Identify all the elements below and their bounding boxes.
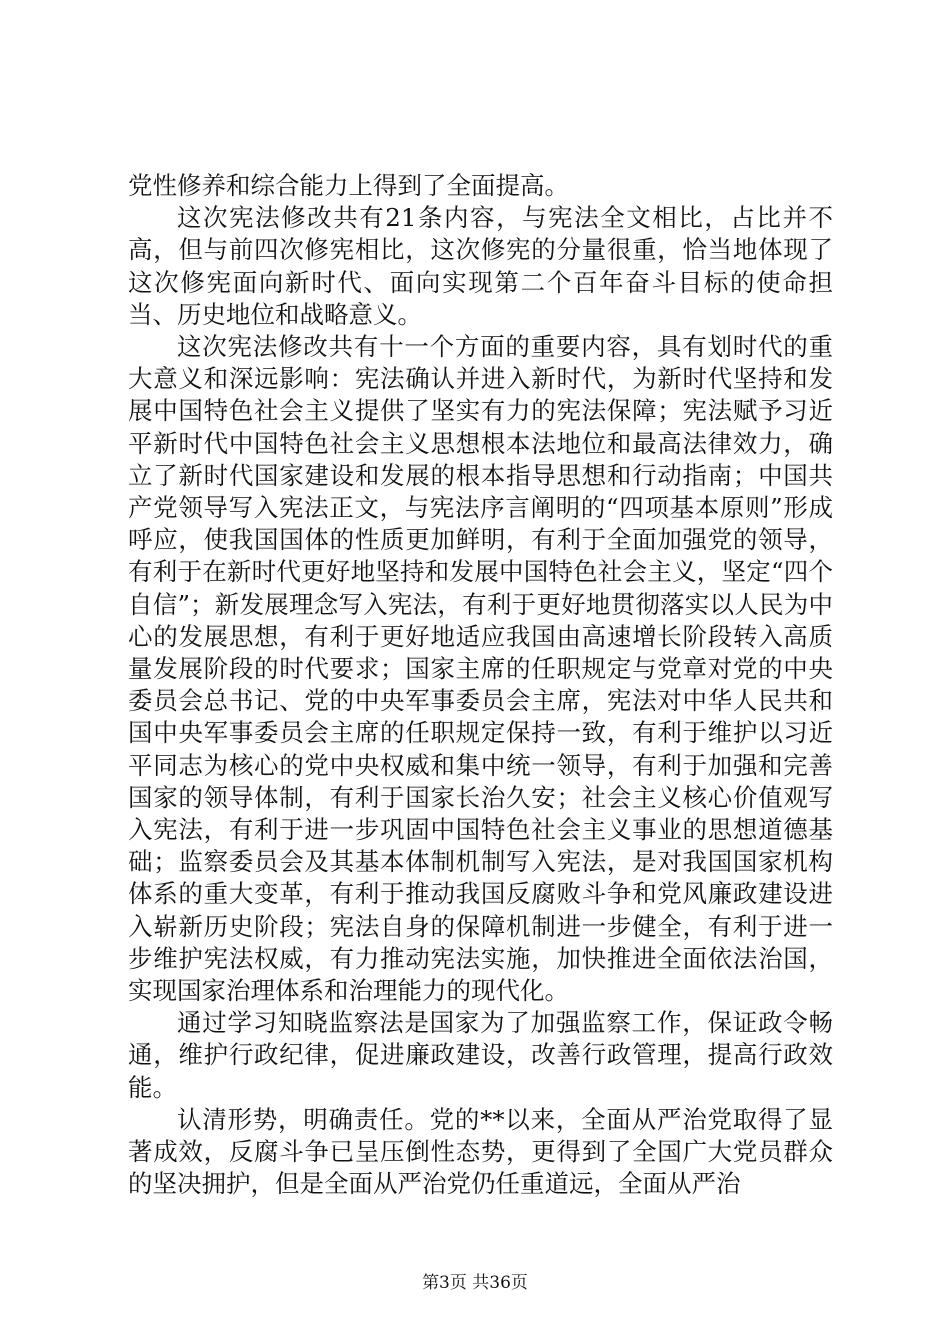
paragraph-1: 党性修养和综合能力上得到了全面提高。: [128, 171, 569, 200]
page-footer: 第3页 共36页: [422, 1273, 528, 1293]
paragraph-5: 认清形势，明确责任。党的**以来，全面从严治党取得了显著成效，反腐斗争已呈压倒性态势，更得到了全国广大党员群众的坚决拥护，但是全面从严治党仍任重道远，全面从严治: [128, 1104, 833, 1199]
paragraph-4: 通过学习知晓监察法是国家为了加强监察工作，保证政令畅通，维护行政纪律，促进廉政建设，改善行政管理，提高行政效能。: [128, 1008, 833, 1102]
document-body: [128, 170, 833, 1201]
paragraph-2: 这次宪法修改共有21条内容，与宪法全文相比，占比并不高，但与前四次修宪相比，这次修宪的分量很重，恰当地体现了这次修宪面向新时代、面向实现第二个百年奋斗目标的使命担当、历史地位和战略意义。: [128, 203, 833, 329]
paragraph-3: 这次宪法修改共有十一个方面的重要内容，具有划时代的重大意义和深远影响：宪法确认并进入新时代，为新时代坚持和发展中国特色社会主义提供了坚实有力的宪法保障；宪法赋予习近平新时代中国特色社会主义思想根本法地位和最高法律效力，确立了新时代国家建设和发展的根本指导思想和行动指南；中国共产党领导写入宪法正文，与宪法序言阐明的“四项基本原则”形成呼应，使我国国体的性质更加鲜明，有利于全面加强党的领导，有利于在新时代更好地坚持和发展中国特色社会主义，坚定“四个自信”；新发展理念写入宪法，有利于更好地贯彻落实以人民为中心的发展思想，有利于更好地适应我国由高速增长阶段转入高质量发展阶段的时代要求；国家主席的任职规定与党章对党的中央委员会总书记、党的中央军事委员会主席，宪法对中华人民共和国中央军事委员会主席的任职规定保持一致，有利于维护以习近平同志为核心的党中央权威和集中统一领导，有利于加强和完善国家的领导体制，有利于国家长治久安；社会主义核心价值观写入宪法，有利于进一步巩固中国特色社会主义事业的思想道德基础；监察委员会及其基本体制机制写入宪法，是对我国国家机构体系的重大变革，有利于推动我国反腐败斗争和党风廉政建设进入崭新历史阶段；宪法自身的保障机制进一步健全，有利于进一步维护宪法权威，有力推动宪法实施，加快推进全面依法治国，实现国家治理体系和治理能力的现代化。: [128, 332, 833, 1006]
